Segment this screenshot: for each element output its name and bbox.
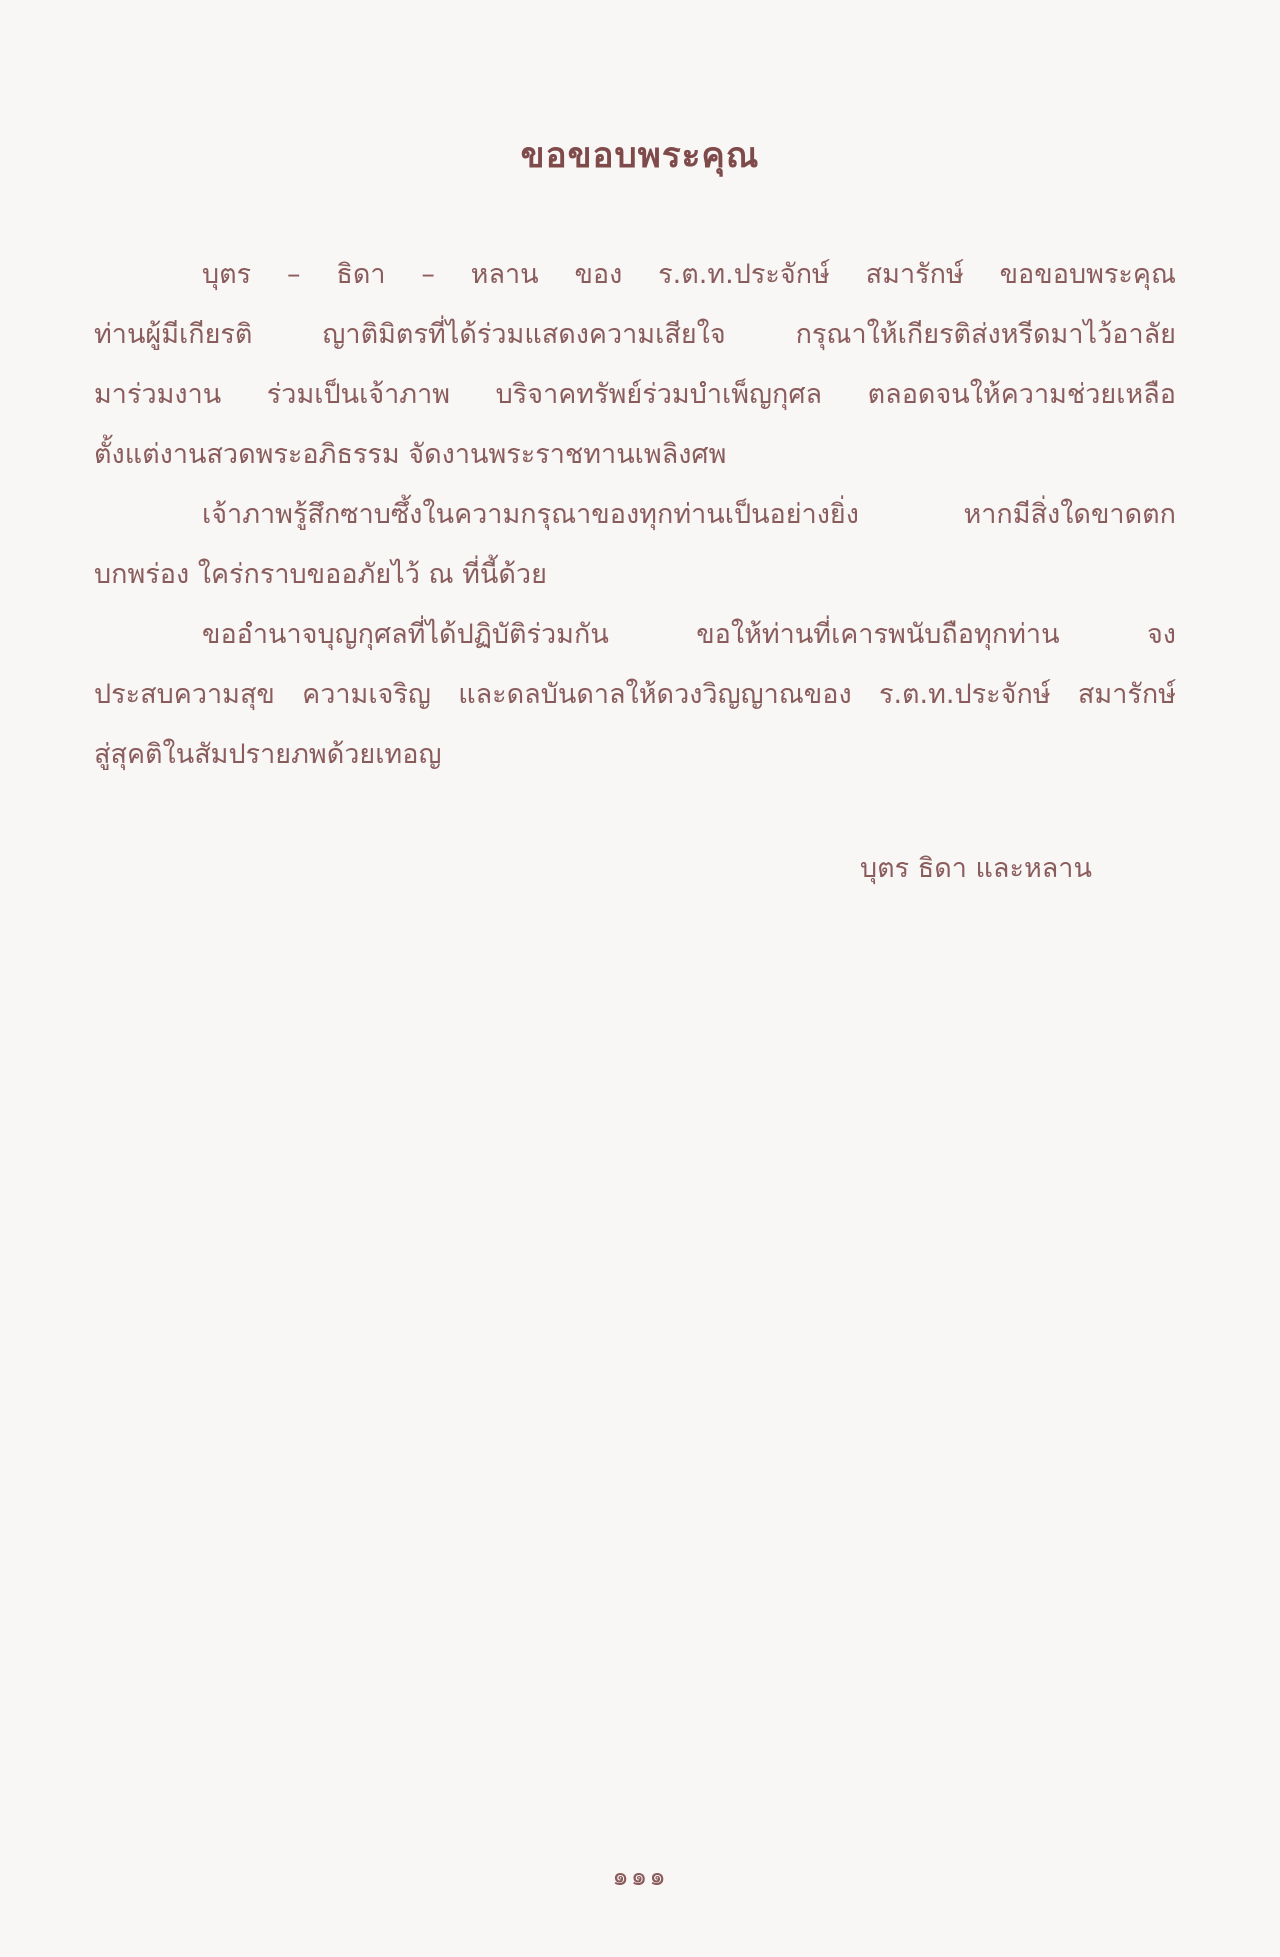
paragraph-1-line-4: ตั้งแต่งานสวดพระอภิธรรม จัดงานพระราชทานเพลิงศพ — [94, 439, 727, 470]
paragraph-2-line-1: เจ้าภาพรู้สึกซาบซึ้งในความกรุณาของทุกท่านเป็นอย่างยิ่ง หากมีสิ่งใดขาดตก — [202, 499, 1176, 530]
paragraph-2-line-2: บกพร่อง ใคร่กราบขออภัยไว้ ณ ที่นี้ด้วย — [94, 559, 547, 590]
page-number: ๑๑๑ — [612, 1862, 668, 1892]
paragraph-1-line-2: ท่านผู้มีเกียรติ ญาติมิตรที่ได้ร่วมแสดงความเสียใจ กรุณาให้เกียรติส่งหรีดมาไว้อาลัย — [94, 319, 1176, 350]
paragraph-1-line-1: บุตร – ธิดา – หลาน ของ ร.ต.ท.ประจักษ์ สมารักษ์ ขอขอบพระคุณ — [202, 259, 1176, 290]
letter-body — [94, 245, 1176, 785]
paragraph-3-line-2: ประสบความสุข ความเจริญ และดลบันดาลให้ดวงวิญญาณของ ร.ต.ท.ประจักษ์ สมารักษ์ — [94, 679, 1176, 710]
signature: บุตร ธิดา และหลาน — [860, 853, 1092, 884]
paragraph-3-line-1: ขออำนาจบุญกุศลที่ได้ปฏิบัติร่วมกัน ขอให้ท่านที่เคารพนับถือทุกท่าน จง — [202, 619, 1176, 650]
paragraph-1-line-3: มาร่วมงาน ร่วมเป็นเจ้าภาพ บริจาคทรัพย์ร่วมบำเพ็ญกุศล ตลอดจนให้ความช่วยเหลือ — [94, 379, 1176, 410]
paragraph-3-line-3: สู่สุคติในสัมปรายภพด้วยเทอญ — [94, 739, 442, 770]
page-title: ขอขอบพระคุณ — [520, 136, 760, 176]
